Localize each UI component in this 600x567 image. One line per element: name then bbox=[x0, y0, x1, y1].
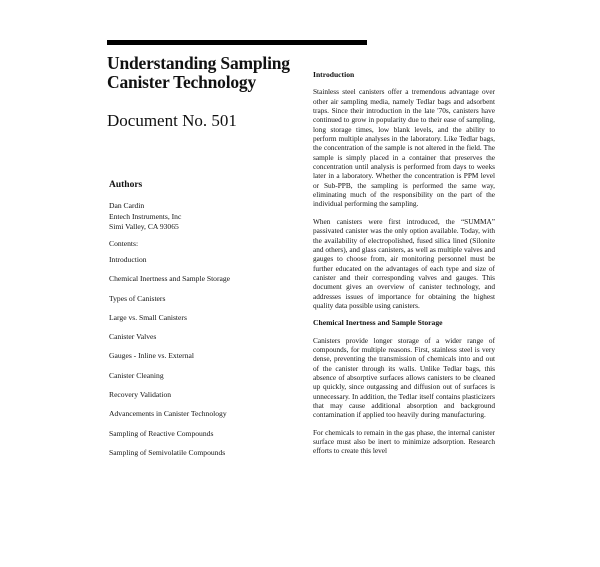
section-heading-introduction: Introduction bbox=[313, 70, 355, 79]
author-block bbox=[109, 201, 294, 233]
section-heading-chemical-inertness: Chemical Inertness and Sample Storage bbox=[313, 318, 443, 328]
toc-item-chemical-inertness: Chemical Inertness and Sample Storage bbox=[109, 274, 231, 284]
toc-item-large-vs-small: Large vs. Small Canisters bbox=[109, 312, 187, 322]
toc-item-introduction: Introduction bbox=[109, 255, 147, 264]
toc-item-gauges: Gauges - Inline vs. External bbox=[109, 351, 194, 361]
contents-label: Contents: bbox=[109, 239, 139, 248]
toc-item-canister-valves: Canister Valves bbox=[109, 332, 157, 342]
toc-item-semivolatile-compounds: Sampling of Semivolatile Compounds bbox=[109, 447, 226, 457]
authors-heading: Authors bbox=[109, 180, 143, 190]
body-column bbox=[313, 70, 495, 464]
toc-item-advancements: Advancements in Canister Technology bbox=[109, 409, 227, 419]
author-location: Simi Valley, CA 93065 bbox=[109, 222, 179, 231]
toc-item-recovery-validation: Recovery Validation bbox=[109, 390, 172, 400]
table-of-contents bbox=[109, 255, 299, 467]
author-organization: Entech Instruments, Inc bbox=[109, 211, 182, 221]
toc-item-canister-cleaning: Canister Cleaning bbox=[109, 370, 164, 380]
document-title: Understanding Sampling Canister Technology bbox=[107, 53, 290, 92]
intro-paragraph-2: When canisters were first introduced, the “SUMMA” passivated canister was the only option available. Today, with the availability of electropolished, fused silica lined (Silonite and others), and glass canisters, as well as multiple valves and gauges to choose from, air monitoring personnel must be further educated on the advantages of each type and size of canister and their corresponding valves and gauges. This document gives an overview of canister technology, and addresses issues of importance for obtaining the highest quality data possible using canisters. bbox=[313, 216, 495, 310]
intro-paragraph-1: Stainless steel canisters offer a tremendous advantage over other air sampling media, namely Tedlar bags and adsorbent traps. Since their introduction in the late '70s, canisters have continued to grow in popularity due to their ease of sampling, long storage times, low blank levels, and the ability to perform multiple analyses in the laboratory. Like Tedlar bags, the concentration of the sample is not altered in the field. The sample is simply placed in a container that preserves the concentration until analysis is performed from days to weeks later in a laboratory. Whether the concentration is PPM level or Sub-PPB, the sampling is performed the same way, eliminating much of the responsibility on the part of the individual performing the sampling. bbox=[313, 87, 495, 209]
toc-item-types-of-canisters: Types of Canisters bbox=[109, 293, 166, 303]
author-name: Dan Cardin bbox=[109, 201, 145, 210]
chemical-paragraph-1: Canisters provide longer storage of a wider range of compounds, for multiple reasons. First, stainless steel is very dense, preventing the transmission of chemicals into and out of the canister through its walls. Unlike Tedlar bags, this absence of absorptive surfaces allows canisters to be cleaned up quickly, since outgassing and diffusion out of surfaces is unnecessary. In addition, the Tedlar itself contains plasticizers that may cause additional absorption and background contamination if applied too heavily during manufacturing. bbox=[313, 335, 495, 420]
title-rule bbox=[107, 40, 367, 45]
toc-item-reactive-compounds: Sampling of Reactive Compounds bbox=[109, 428, 214, 438]
chemical-paragraph-2: For chemicals to remain in the gas phase, the internal canister surface must also be inert to minimize adsorption. Research efforts to create this level bbox=[313, 427, 495, 456]
document-number: Document No. 501 bbox=[107, 111, 237, 130]
